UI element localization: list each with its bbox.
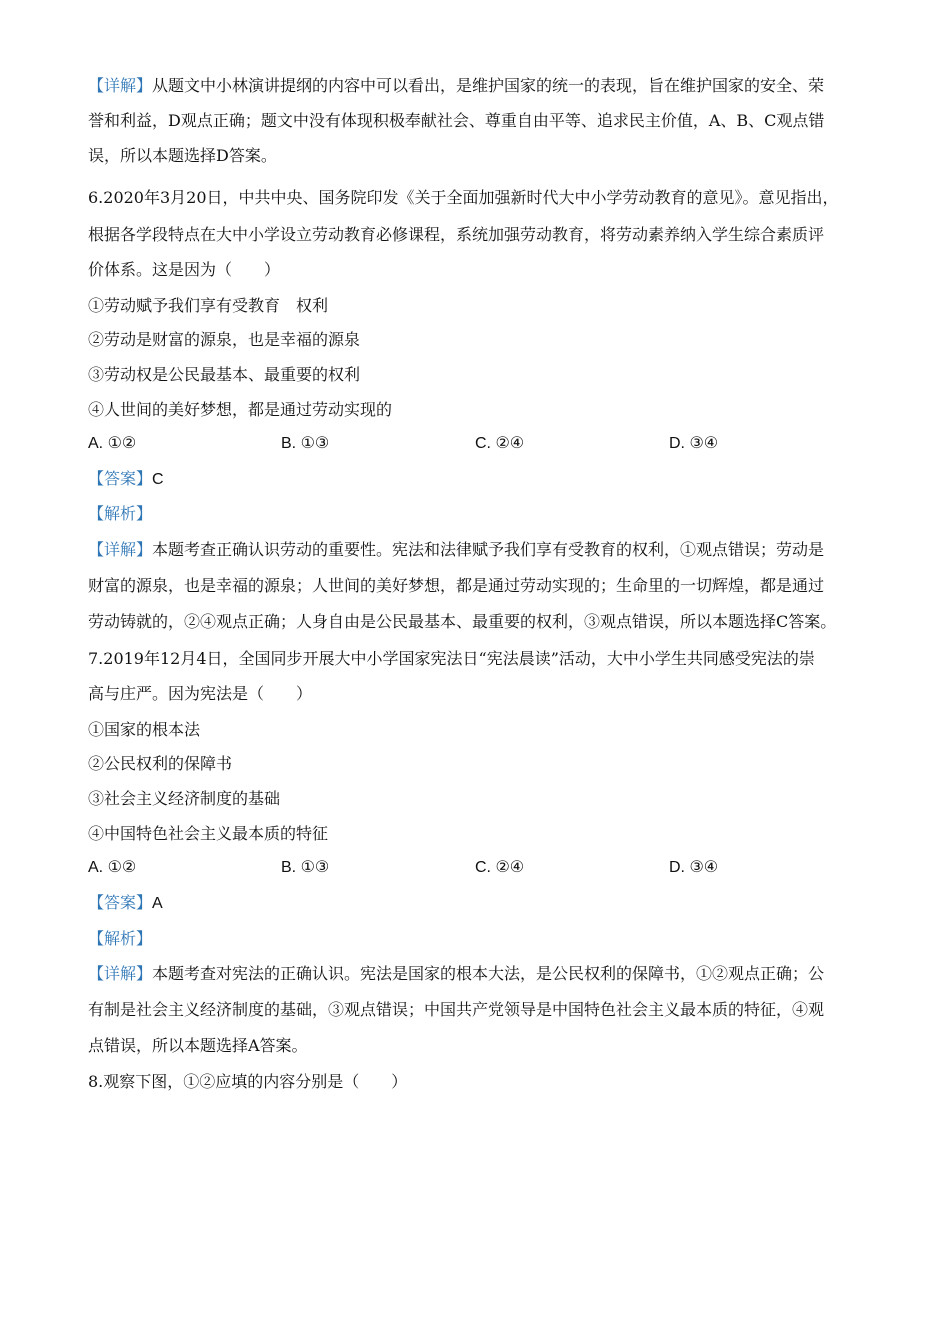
- prev-detail-line-3: 误，所以本题选择D答案。: [88, 146, 277, 165]
- prev-detail-line-1: 【详解】从题文中小林演讲提纲的内容中可以看出，是维护国家的统一的表现，旨在维护国家的安全、荣: [88, 76, 825, 95]
- q8-stem-line-1: 8.观察下图，①②应填的内容分别是（ ）: [88, 1072, 408, 1091]
- q6-item-4: ④人世间的美好梦想，都是通过劳动实现的: [88, 400, 393, 419]
- q6-detail-line-2: 财富的源泉，也是幸福的源泉；人世间的美好梦想，都是通过劳动实现的；生命里的一切辉煌，都是通过: [88, 576, 825, 595]
- q7-option-d: D. ③④: [669, 859, 719, 876]
- q6-stem-line-2: 根据各学段特点在大中小学设立劳动教育必修课程，系统加强劳动教育，将劳动素养纳入学生综合素质评: [88, 225, 825, 244]
- q7-detail-line-2: 有制是社会主义经济制度的基础，③观点错误；中国共产党领导是中国特色社会主义最本质的特征，④观: [88, 1000, 825, 1019]
- q6-detail-line-3: 劳动铸就的，②④观点正确；人身自由是公民最基本、最重要的权利，③观点错误，所以本题选择C答案。: [88, 612, 837, 631]
- q6-stem-line-3: 价体系。这是因为（ ）: [88, 260, 281, 279]
- q7-option-c: C. ②④: [475, 859, 525, 876]
- q6-option-d: D. ③④: [669, 435, 719, 452]
- q6-option-a: A. ①②: [88, 435, 137, 452]
- q7-item-2: ②公民权利的保障书: [88, 754, 233, 773]
- q6-answer: 【答案】C: [88, 469, 164, 488]
- q7-option-a: A. ①②: [88, 859, 137, 876]
- q7-stem-line-1: 7.2019年12月4日，全国同步开展大中小学国家宪法日“宪法晨读”活动，大中小学生共同感受宪法的崇: [88, 649, 815, 668]
- q6-item-3: ③劳动权是公民最基本、最重要的权利: [88, 365, 361, 384]
- q7-detail-line-3: 点错误，所以本题选择A答案。: [88, 1036, 308, 1055]
- q6-option-b: B. ①③: [281, 435, 330, 452]
- prev-detail-line-2: 誉和利益，D观点正确；题文中没有体现积极奉献社会、尊重自由平等、追求民主价值，A、B、C观点错: [88, 111, 825, 130]
- q6-detail-line-1: 【详解】本题考查正确认识劳动的重要性。宪法和法律赋予我们享有受教育的权利，①观点错误；劳动是: [88, 540, 825, 559]
- detail-tag: 【详解】: [88, 76, 153, 95]
- q7-analysis-tag: 【解析】: [88, 929, 153, 948]
- q6-stem-line-1: 6.2020年3月20日，中共中央、国务院印发《关于全面加强新时代大中小学劳动教育的意见》。意见指出，: [88, 188, 839, 207]
- q6-option-c: C. ②④: [475, 435, 525, 452]
- q7-stem-line-2: 高与庄严。因为宪法是（ ）: [88, 684, 313, 703]
- q7-item-1: ①国家的根本法: [88, 720, 201, 739]
- q7-detail-line-1: 【详解】本题考查对宪法的正确认识。宪法是国家的根本大法，是公民权利的保障书，①②观点正确；公: [88, 964, 825, 983]
- q7-option-b: B. ①③: [281, 859, 330, 876]
- q7-item-4: ④中国特色社会主义最本质的特征: [88, 824, 329, 843]
- q7-item-3: ③社会主义经济制度的基础: [88, 789, 281, 808]
- q6-item-2: ②劳动是财富的源泉，也是幸福的源泉: [88, 330, 361, 349]
- q6-analysis-tag: 【解析】: [88, 504, 153, 523]
- q6-item-1: ①劳动赋予我们享有受教育 权利: [88, 296, 329, 315]
- q7-answer: 【答案】A: [88, 893, 163, 912]
